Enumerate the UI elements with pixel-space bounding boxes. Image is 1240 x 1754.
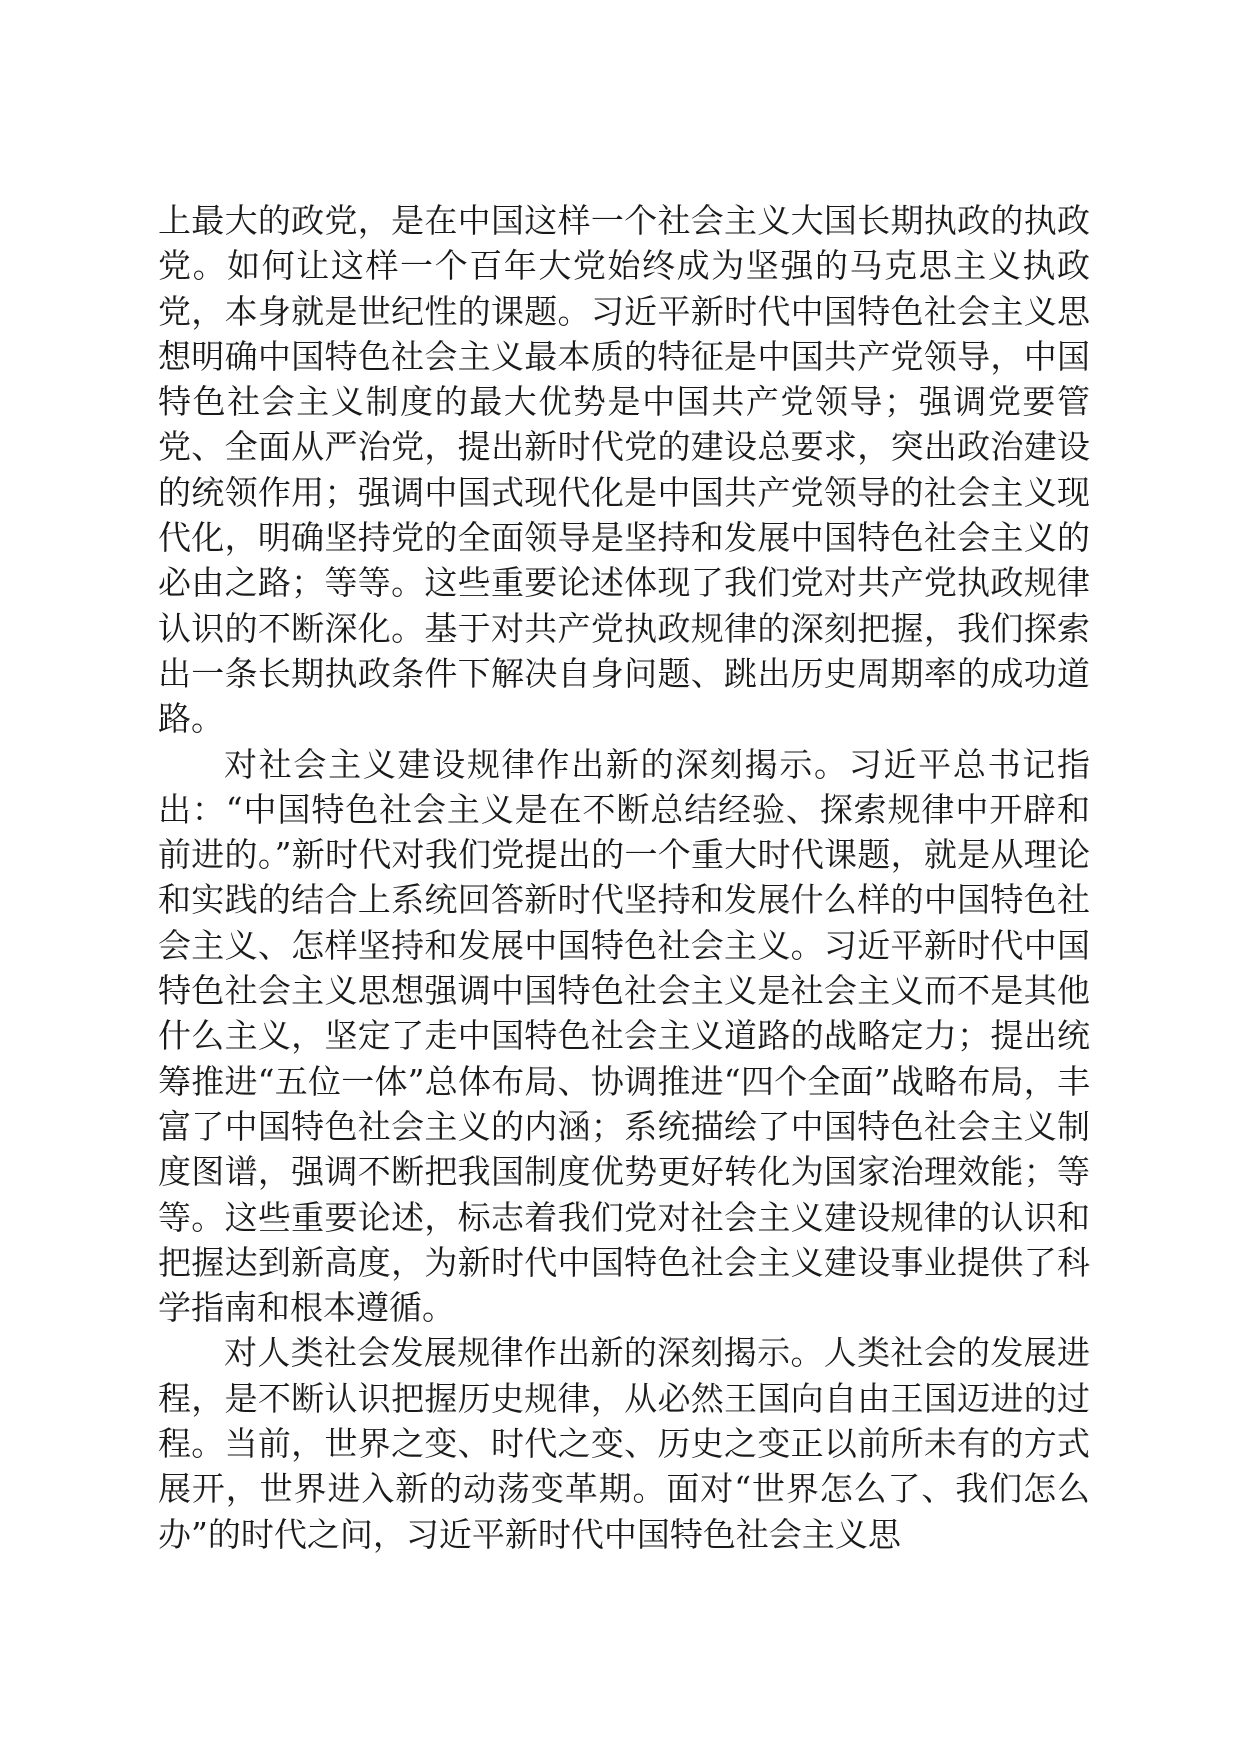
body-text xyxy=(158,198,1090,1557)
paragraph-party-governance: 上最大的政党，是在中国这样一个社会主义大国长期执政的执政党。如何让这样一个百年大党始终成为坚强的马克思主义执政党，本身就是世纪性的课题。习近平新时代中国特色社会主义思想明确中国特色社会主义最本质的特征是中国共产党领导，中国特色社会主义制度的最大优势是中国共产党领导；强调党要管党、全面从严治党，提出新时代党的建设总要求，突出政治建设的统领作用；强调中国式现代化是中国共产党领导的社会主义现代化，明确坚持党的全面领导是坚持和发展中国特色社会主义的必由之路；等等。这些重要论述体现了我们党对共产党执政规律认识的不断深化。基于对共产党执政规律的深刻把握，我们探索出一条长期执政条件下解决自身问题、跳出历史周期率的成功道路。 xyxy=(158,201,1090,739)
paragraph-human-society-development: 对人类社会发展规律作出新的深刻揭示。人类社会的发展进程，是不断认识把握历史规律，从必然王国向自由王国迈进的过程。当前，世界之变、时代之变、历史之变正以前所未有的方式展开，世界进入新的动荡变革期。面对“世界怎么了、我们怎么办”的时代之问，习近平新时代中国特色社会主义思 xyxy=(158,1333,1090,1554)
paragraph-socialist-construction: 对社会主义建设规律作出新的深刻揭示。习近平总书记指出：“中国特色社会主义是在不断总结经验、探索规律中开辟和前进的。”新时代对我们党提出的一个重大时代课题，就是从理论和实践的结合上系统回答新时代坚持和发展什么样的中国特色社会主义、怎样坚持和发展中国特色社会主义。习近平新时代中国特色社会主义思想强调中国特色社会主义是社会主义而不是其他什么主义，坚定了走中国特色社会主义道路的战略定力；提出统筹推进“五位一体”总体布局、协调推进“四个全面”战略布局，丰富了中国特色社会主义的内涵；系统描绘了中国特色社会主义制度图谱，强调不断把我国制度优势更好转化为国家治理效能；等等。这些重要论述，标志着我们党对社会主义建设规律的认识和把握达到新高度，为新时代中国特色社会主义建设事业提供了科学指南和根本遵循。 xyxy=(158,744,1090,1328)
